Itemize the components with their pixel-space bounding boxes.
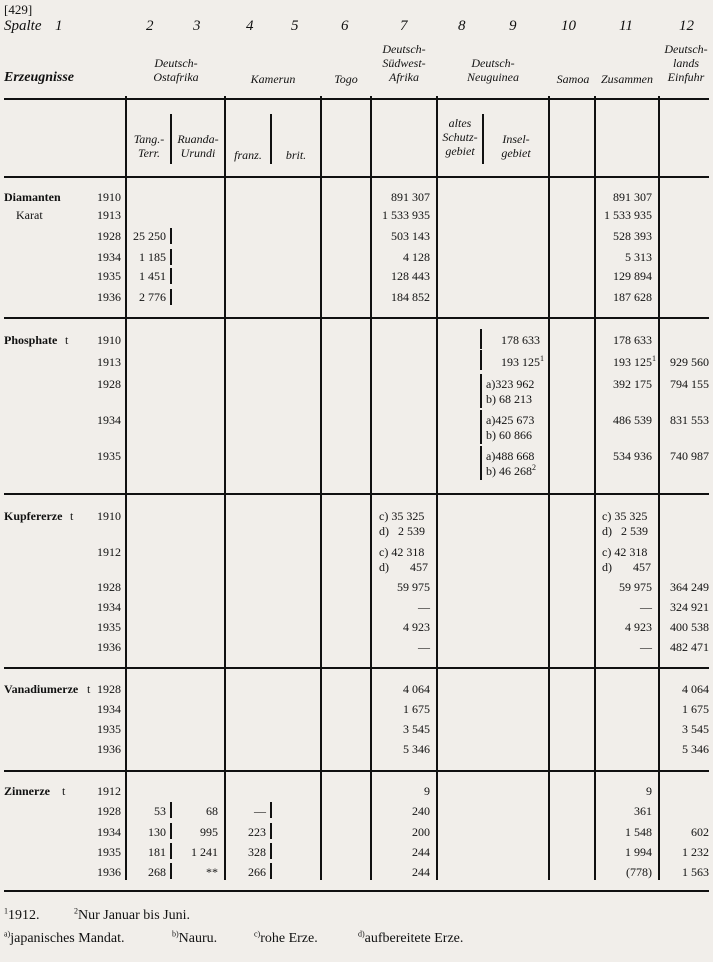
value-cell: 200 — [412, 825, 430, 839]
vline-sub-neuguinea — [482, 114, 484, 164]
cell-separator — [170, 823, 172, 839]
value-cell: c) 35 325 — [379, 509, 425, 523]
cell-separator — [270, 843, 272, 859]
year-cell: 1935 — [97, 449, 121, 463]
year-cell: 1913 — [97, 355, 121, 369]
value-cell: 129 894 — [613, 269, 652, 283]
col-number-5: 5 — [291, 18, 299, 34]
value-cell: 193 $125^1$ — [613, 354, 656, 369]
year-cell: 1934 — [97, 825, 121, 839]
value-cell: — — [254, 804, 266, 818]
footnote-a: $^{a)}$japanisches Mandat. — [4, 929, 125, 946]
page-ref: [429] — [4, 2, 33, 17]
cell-separator — [270, 802, 272, 818]
value-cell: 184 852 — [391, 290, 430, 304]
cell-separator — [170, 289, 172, 305]
year-cell: 1935 — [97, 620, 121, 634]
value-cell: 602 — [691, 825, 709, 839]
value-cell: 53 — [154, 804, 166, 818]
value-cell: 1 675 — [403, 702, 430, 716]
value-cell: c) 42 318 — [379, 545, 425, 559]
col-number-12: 12 — [679, 18, 694, 34]
value-cell: 130 — [148, 825, 166, 839]
value-cell: 181 — [148, 845, 166, 859]
value-cell: 486 539 — [613, 413, 652, 427]
value-cell: 4 923 — [625, 620, 652, 634]
zinn-unit: t — [62, 784, 66, 798]
value-cell: 4 128 — [403, 250, 430, 264]
value-cell: 59 975 — [619, 580, 652, 594]
year-cell: 1928 — [97, 804, 121, 818]
dng-header-1: Deutsch- — [471, 56, 515, 70]
value-cell: 503 143 — [391, 229, 430, 243]
col-number-1: 1 — [55, 18, 63, 34]
value-cell: 4 923 — [403, 620, 430, 634]
vline-sub-kamerun — [270, 114, 272, 164]
year-cell: 1934 — [97, 250, 121, 264]
einfuhr-header-2: lands — [672, 56, 699, 70]
vanadium-label: Vanadiumerze — [4, 682, 79, 696]
rule-table-end — [4, 890, 709, 892]
value-cell: 59 975 — [397, 580, 430, 594]
insel-header-1: Insel- — [502, 132, 530, 146]
year-cell: 1928 — [97, 682, 121, 696]
year-cell: 1935 — [97, 845, 121, 859]
tang-header-1: Tang.- — [133, 132, 165, 146]
einfuhr-header-3: Einfuhr — [667, 70, 705, 84]
value-cell: 268 — [148, 865, 166, 879]
value-cell: 240 — [412, 804, 430, 818]
spalte-label: Spalte — [4, 18, 42, 34]
year-cell: 1910 — [97, 333, 121, 347]
value-cell: b) 68 213 — [486, 392, 532, 406]
rule-header — [4, 98, 709, 100]
value-cell: 5 346 — [403, 742, 430, 756]
year-cell: 1928 — [97, 377, 121, 391]
year-cell: 1935 — [97, 722, 121, 736]
zusammen-header: Zusammen — [600, 72, 653, 86]
value-cell: 1 548 — [625, 825, 652, 839]
value-cell: b) 60 866 — [486, 428, 532, 442]
value-cell: — — [640, 600, 652, 614]
year-cell: 1936 — [97, 742, 121, 756]
value-cell: d) 2 539 — [379, 524, 425, 538]
cell-separator — [170, 268, 172, 284]
vline-8 — [658, 96, 660, 880]
value-cell: — — [418, 600, 430, 614]
value-cell: 193 $125^1$ — [501, 354, 544, 369]
value-cell: 1 232 — [682, 845, 709, 859]
value-cell: 1 675 — [682, 702, 709, 716]
value-cell: 244 — [412, 865, 430, 879]
value-cell: a)488 668 — [486, 449, 535, 463]
kupfer-unit: t — [70, 509, 74, 523]
dswa-header-3: Afrika — [389, 70, 419, 84]
year-cell: 1934 — [97, 413, 121, 427]
samoa-header: Samoa — [556, 72, 590, 86]
footnote-b: $^{b)}$Nauru. — [172, 929, 218, 946]
value-cell: 223 — [248, 825, 266, 839]
franz-header: franz. — [234, 148, 262, 162]
value-cell: b) 46 $268^2$ — [486, 463, 536, 478]
value-cell: 929 560 — [670, 355, 709, 369]
year-cell: 1936 — [97, 640, 121, 654]
value-cell: 2 776 — [139, 290, 166, 304]
dswa-header-2: Südwest- — [382, 56, 426, 70]
tang-header-2: Terr. — [138, 146, 160, 160]
value-cell: 328 — [248, 845, 266, 859]
value-cell: 891 307 — [391, 190, 430, 204]
value-cell: 482 471 — [670, 640, 709, 654]
cell-separator — [480, 410, 482, 444]
cell-separator — [270, 863, 272, 879]
value-cell: — — [640, 640, 652, 654]
year-cell: 1934 — [97, 702, 121, 716]
year-cell: 1912 — [97, 784, 121, 798]
value-cell: 4 064 — [403, 682, 430, 696]
rule-after-diamanten — [4, 317, 709, 319]
value-cell: 25 250 — [133, 229, 166, 243]
einfuhr-header-1: Deutsch- — [664, 42, 708, 56]
rule-after-vanadium — [4, 770, 709, 772]
altes-header-1: altes — [448, 116, 472, 130]
footnote-1: $^1$1912. — [4, 906, 40, 923]
col-number-9: 9 — [509, 18, 517, 34]
value-cell: 128 443 — [391, 269, 430, 283]
vanadium-unit: t — [87, 682, 91, 696]
value-cell: 5 313 — [625, 250, 652, 264]
cell-separator — [170, 228, 172, 244]
ruanda-header-2: Urundi — [180, 146, 216, 160]
rule-after-kupfer — [4, 667, 709, 669]
value-cell: 534 936 — [613, 449, 652, 463]
cell-separator — [170, 249, 172, 265]
rule-after-phosphate — [4, 493, 709, 495]
year-cell: 1936 — [97, 865, 121, 879]
value-cell: d) 457 — [379, 560, 428, 574]
value-cell: 9 — [424, 784, 430, 798]
col-number-2: 2 — [146, 18, 154, 34]
value-cell: 4 064 — [682, 682, 709, 696]
value-cell: 1 185 — [139, 250, 166, 264]
value-cell: 9 — [646, 784, 652, 798]
cell-separator — [480, 329, 482, 349]
kupfer-label: Kupfererze — [4, 509, 63, 523]
value-cell: 831 553 — [670, 413, 709, 427]
value-cell: 740 987 — [670, 449, 709, 463]
value-cell: — — [418, 640, 430, 654]
value-cell: 400 538 — [670, 620, 709, 634]
value-cell: c) 42 318 — [602, 545, 648, 559]
value-cell: 995 — [200, 825, 218, 839]
col-number-6: 6 — [341, 18, 349, 34]
value-cell: (778) — [626, 865, 652, 879]
year-cell: 1935 — [97, 269, 121, 283]
value-cell: 3 545 — [682, 722, 709, 736]
brit-header: brit. — [285, 148, 307, 162]
value-cell: 187 628 — [613, 290, 652, 304]
ostafrika-header-2: Ostafrika — [153, 70, 199, 84]
altes-header-2: Schutz- — [442, 130, 478, 144]
value-cell: 1 451 — [139, 269, 166, 283]
value-cell: 364 249 — [670, 580, 709, 594]
vline-sub-ostafrika — [170, 114, 172, 164]
dswa-header-1: Deutsch- — [382, 42, 426, 56]
footnote-d: $^{d)}$aufbereitete Erze. — [358, 929, 464, 946]
col-number-8: 8 — [458, 18, 466, 34]
value-cell: 1 994 — [625, 845, 652, 859]
value-cell: a)323 962 — [486, 377, 535, 391]
vline-6 — [548, 96, 550, 880]
year-cell: 1936 — [97, 290, 121, 304]
cell-separator — [270, 823, 272, 839]
value-cell: 1 533 935 — [382, 208, 430, 222]
value-cell: 361 — [634, 804, 652, 818]
value-cell: 392 175 — [613, 377, 652, 391]
altes-header-3: gebiet — [445, 144, 475, 158]
value-cell: a)425 673 — [486, 413, 535, 427]
year-cell: 1928 — [97, 229, 121, 243]
year-cell: 1910 — [97, 190, 121, 204]
value-cell: c) 35 325 — [602, 509, 648, 523]
footnote-2: $^2$Nur Januar bis Juni. — [74, 906, 190, 923]
value-cell: 5 346 — [682, 742, 709, 756]
col-number-10: 10 — [561, 18, 576, 34]
cell-separator — [170, 863, 172, 879]
value-cell: 244 — [412, 845, 430, 859]
year-cell: 1912 — [97, 545, 121, 559]
value-cell: 68 — [206, 804, 218, 818]
value-cell: 1 563 — [682, 865, 709, 879]
togo-header: Togo — [334, 72, 358, 86]
value-cell: 3 545 — [403, 722, 430, 736]
col-number-4: 4 — [246, 18, 254, 34]
insel-header-2: gebiet — [501, 146, 531, 160]
value-cell: 178 633 — [613, 333, 652, 347]
value-cell: 324 921 — [670, 600, 709, 614]
value-cell: d) 2 539 — [602, 524, 648, 538]
phosphate-unit: t — [65, 333, 69, 347]
year-cell: 1928 — [97, 580, 121, 594]
cell-separator — [170, 843, 172, 859]
col-number-3: 3 — [193, 18, 201, 34]
cell-separator — [170, 802, 172, 818]
value-cell: 1 533 935 — [604, 208, 652, 222]
zinn-label: Zinnerze — [4, 784, 50, 798]
rule-subheader — [4, 176, 709, 178]
vline-3 — [320, 96, 322, 880]
value-cell: 178 633 — [501, 333, 540, 347]
ostafrika-header-1: Deutsch- — [154, 56, 198, 70]
value-cell: 1 241 — [191, 845, 218, 859]
col-number-11: 11 — [619, 18, 633, 34]
vline-1 — [125, 96, 127, 880]
col-number-7: 7 — [400, 18, 408, 34]
vline-5 — [436, 96, 438, 880]
diamanten-label: Diamanten — [4, 190, 61, 204]
dng-header-2: Neuguinea — [467, 70, 519, 84]
value-cell: 528 393 — [613, 229, 652, 243]
value-cell: d) 457 — [602, 560, 651, 574]
erzeugnisse-header: Erzeugnisse — [4, 70, 75, 85]
vline-2 — [224, 96, 226, 880]
cell-separator — [480, 446, 482, 480]
year-cell: 1913 — [97, 208, 121, 222]
year-cell: 1910 — [97, 509, 121, 523]
value-cell: ** — [206, 865, 218, 879]
kamerun-header: Kamerun — [250, 72, 296, 86]
diamanten-unit: Karat — [16, 208, 43, 222]
cell-separator — [480, 350, 482, 370]
phosphate-label: Phosphate — [4, 333, 58, 347]
ruanda-header-1: Ruanda- — [177, 132, 219, 146]
cell-separator — [480, 374, 482, 408]
footnote-c: $^{c)}$rohe Erze. — [254, 929, 318, 946]
value-cell: 266 — [248, 865, 266, 879]
value-cell: 794 155 — [670, 377, 709, 391]
value-cell: 891 307 — [613, 190, 652, 204]
year-cell: 1934 — [97, 600, 121, 614]
